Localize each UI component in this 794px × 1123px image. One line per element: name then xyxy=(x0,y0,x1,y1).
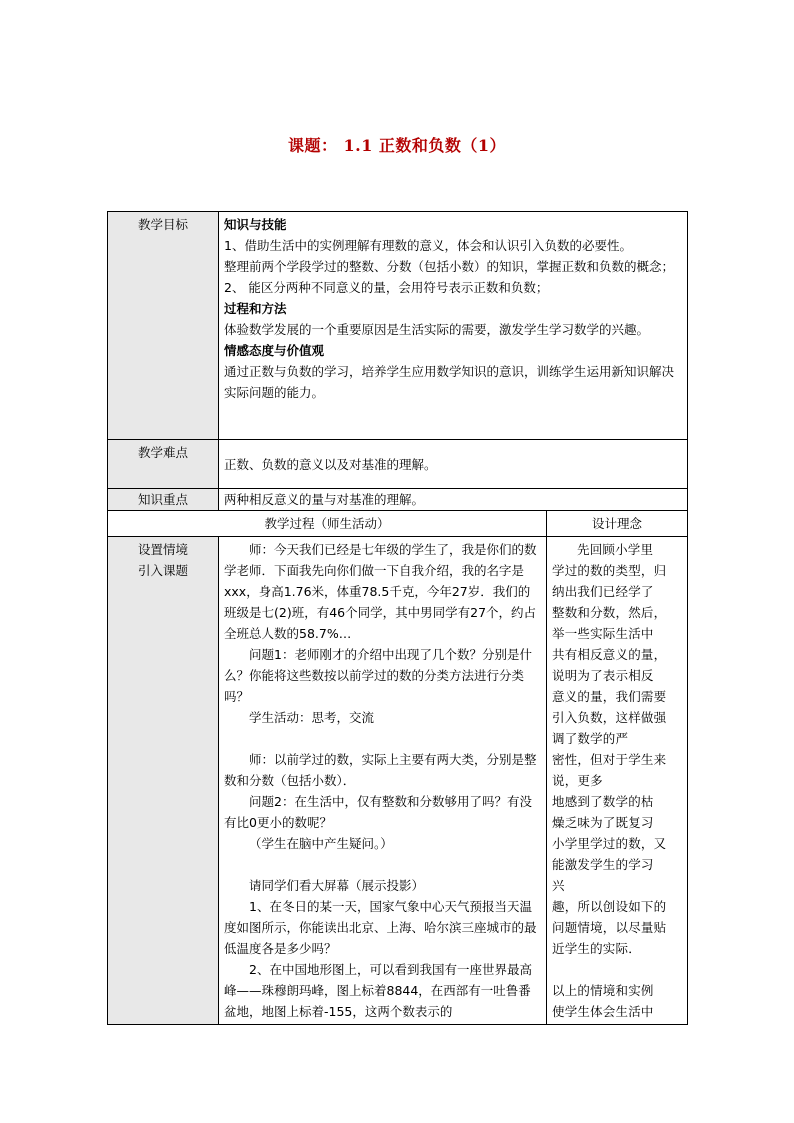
idea-line: 意义的量，我们需要 xyxy=(552,689,667,704)
process-method-heading: 过程和方法 xyxy=(224,301,287,316)
idea-line: 纳出我们已经学了 xyxy=(552,584,654,599)
teacher-summary-paragraph: 师：以前学过的数，实际上主要有两大类，分别是整数和分数（包括小数）． xyxy=(224,752,537,788)
idea-line: 举一些实际生活中 xyxy=(552,626,654,641)
idea-line: 学过的数的类型，归 xyxy=(552,563,667,578)
design-idea-content xyxy=(547,537,688,1025)
terrain-example-paragraph: 2、在中国地形图上，可以看到我国有一座世界最高峰——珠穆朗玛峰，图上标着8844，在西部有一吐鲁番盆地，地图上标着-155，这两个数表示的 xyxy=(224,962,532,1019)
emotion-values-heading: 情感态度与价值观 xyxy=(224,343,325,358)
knowledge-skills-heading: 知识与技能 xyxy=(224,217,287,232)
idea-line: 以上的情境和实例 xyxy=(552,983,654,998)
idea-line: 兴 xyxy=(552,878,565,893)
teaching-goals-content xyxy=(219,212,688,440)
idea-line: 问题情境，以尽量贴 xyxy=(552,920,667,935)
lesson-plan-table xyxy=(107,211,688,1025)
idea-line: 密性，但对于学生来 xyxy=(552,752,667,767)
lesson-title: 课题： 1.1 正数和负数（1） xyxy=(287,136,507,155)
idea-line: 整数和分数，然后， xyxy=(552,605,667,620)
teacher-intro-paragraph: 师：今天我们已经是七年级的学生了，我是你们的数学老师．下面我先向你们做一下自我介绍，我的名字是xxx，身高1.76米，体重78.5千克，今年27岁．我们的班级是七(2)班，有46个同学，其中男同学有27个，约占全班总人数的58.7%… xyxy=(224,542,537,641)
difficulty-row xyxy=(108,440,688,489)
keypoint-row xyxy=(108,489,688,511)
idea-line: 能激发学生的学习 xyxy=(552,857,654,872)
idea-line: 先回顾小学里 xyxy=(577,542,654,557)
situation-label-line2: 引入课题 xyxy=(137,563,188,578)
emotion-values-text: 通过正数与负数的学习，培养学生应用数学知识的意识，训练学生运用新知识解决实际问题的能力。 xyxy=(224,364,675,400)
student-doubt-paragraph: （学生在脑中产生疑问。） xyxy=(249,836,393,851)
situation-content xyxy=(219,537,547,1025)
process-header-left: 教学过程（师生活动） xyxy=(108,511,547,537)
idea-line: 燥乏味为了既复习 xyxy=(552,815,654,830)
screen-prompt-paragraph: 请同学们看大屏幕（展示投影） xyxy=(249,878,425,893)
difficulty-label: 教学难点 xyxy=(108,440,219,489)
idea-line: 说，更多 xyxy=(552,773,603,788)
idea-line: 引入负数，这样做强 xyxy=(552,710,667,725)
question-1-paragraph: 问题1：老师刚才的介绍中出现了几个数？分别是什么？你能将这些数按以前学过的数的分类方法进行分类吗？ xyxy=(224,647,532,704)
idea-line: 使学生体会生活中 xyxy=(552,1004,654,1019)
process-method-text: 体验数学发展的一个重要原因是生活实际的需要，激发学生学习数学的兴趣。 xyxy=(224,322,650,337)
idea-line: 近学生的实际． xyxy=(552,941,641,956)
idea-line: 共有相反意义的量， xyxy=(552,647,667,662)
situation-label xyxy=(108,537,219,1025)
idea-line: 趣，所以创设如下的 xyxy=(552,899,667,914)
student-activity-paragraph: 学生活动：思考，交流 xyxy=(249,710,375,725)
situation-label-line1: 设置情境 xyxy=(137,542,188,557)
situation-row xyxy=(108,537,688,1025)
knowledge-item-1: 1、借助生活中的实例理解有理数的意义，体会和认识引入负数的必要性。 xyxy=(224,238,632,253)
idea-line: 调了数学的严 xyxy=(552,731,629,746)
process-header-right: 设计理念 xyxy=(547,511,688,537)
idea-line: 小学里学过的数，又 xyxy=(552,836,667,851)
difficulty-text: 正数、负数的意义以及对基准的理解。 xyxy=(219,440,688,489)
idea-line: 地感到了数学的枯 xyxy=(552,794,654,809)
idea-line: 说明为了表示相反 xyxy=(552,668,654,683)
keypoint-label: 知识重点 xyxy=(108,489,219,511)
weather-example-paragraph: 1、在冬日的某一天，国家气象中心天气预报当天温度如图所示，你能读出北京、上海、哈尔滨三座城市的最低温度各是多少吗？ xyxy=(224,899,537,956)
keypoint-text: 两种相反意义的量与对基准的理解。 xyxy=(219,489,688,511)
knowledge-item-3: 2、 能区分两种不同意义的量，会用符号表示正数和负数； xyxy=(224,280,549,295)
teaching-goals-label: 教学目标 xyxy=(108,212,219,440)
process-header-row xyxy=(108,511,688,537)
question-2-paragraph: 问题2：在生活中，仅有整数和分数够用了吗？有没有比0更小的数呢？ xyxy=(224,794,532,830)
knowledge-item-2: 整理前两个学段学过的整数、分数（包括小数）的知识，掌握正数和负数的概念； xyxy=(224,259,675,274)
teaching-goals-row xyxy=(108,212,688,440)
